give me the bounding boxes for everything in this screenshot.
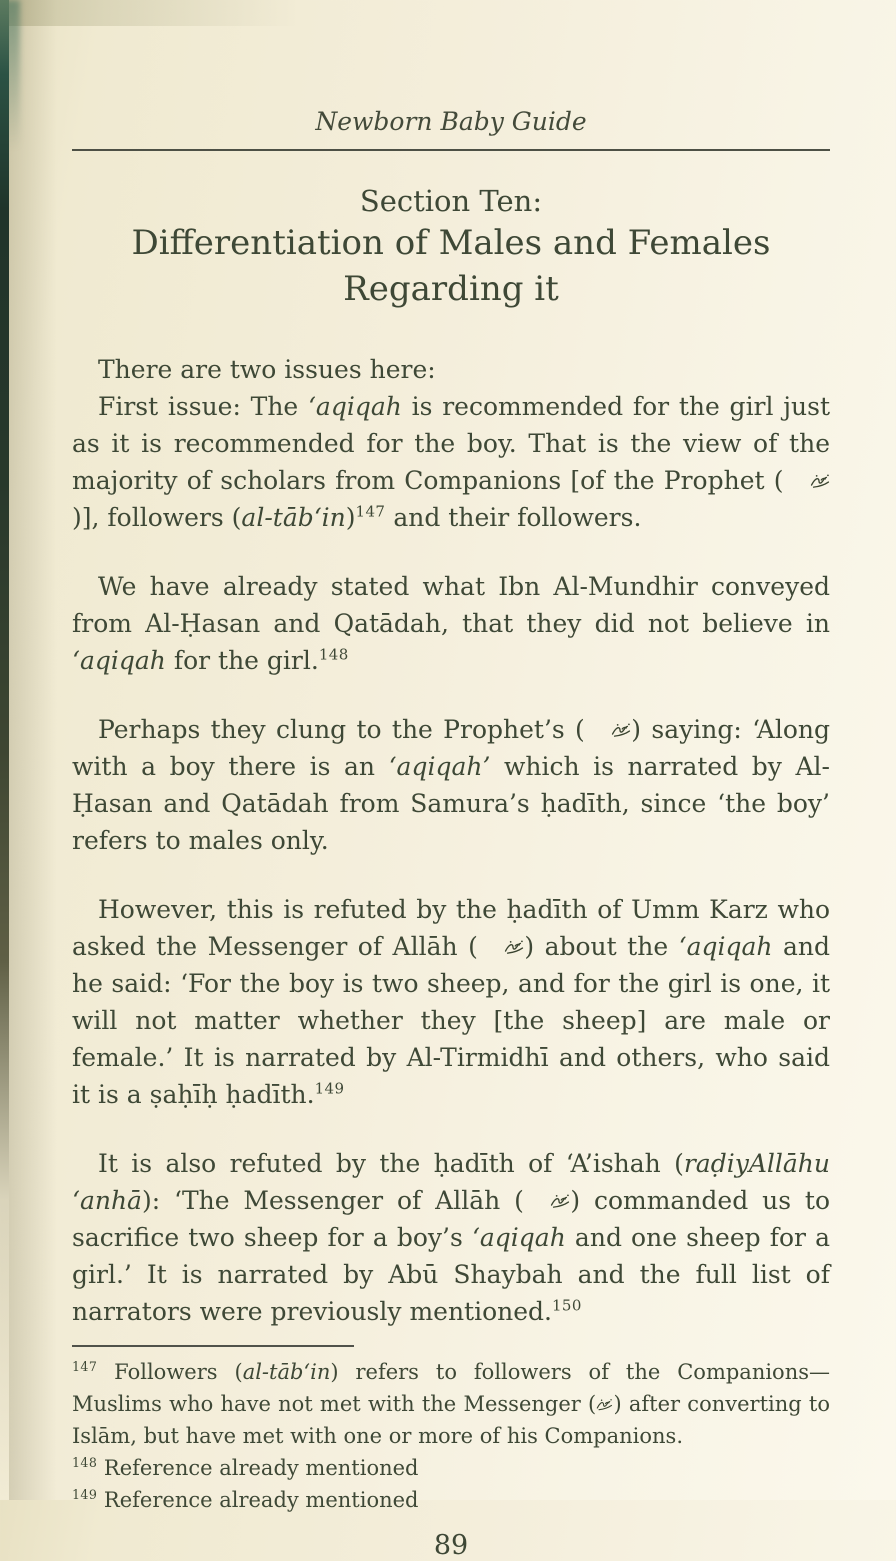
text-segment: First issue: The bbox=[98, 392, 308, 421]
pbuh-calligraphy-icon bbox=[478, 928, 525, 965]
pbuh-calligraphy-icon bbox=[596, 1388, 613, 1420]
text-segment: ) about the bbox=[524, 932, 679, 961]
text-segment: Perhaps they clung to the Prophet’s ( bbox=[98, 715, 585, 744]
paragraph bbox=[72, 891, 830, 1113]
footnote-reference-marker: 149 bbox=[314, 1079, 345, 1098]
text-segment: and one sheep for a girl.’ It is narrated by Abū Shaybah and the full list of narrators were previously mentioned. bbox=[72, 1223, 831, 1326]
text-segment: ) commanded us to sacrifice two sheep for a boy’s bbox=[72, 1186, 830, 1252]
paragraph bbox=[72, 568, 830, 679]
footnote bbox=[72, 1356, 830, 1452]
text-segment: However, this is refuted by the ḥadīth of Umm Karz who asked the Messenger of Allāh ( bbox=[72, 895, 830, 961]
text-segment: ‘aqiqah bbox=[72, 646, 166, 675]
text-segment: There are two issues here: bbox=[98, 355, 436, 384]
text-segment: raḍiyAllāhu ‘anhā bbox=[72, 1149, 830, 1215]
pbuh-calligraphy-icon bbox=[524, 1182, 571, 1219]
section-kicker: Section Ten: bbox=[359, 184, 543, 218]
pbuh-calligraphy-icon bbox=[784, 462, 831, 499]
book-gutter-edge bbox=[0, 0, 9, 1500]
footnotes bbox=[72, 1356, 830, 1516]
text-segment: is recommended for the girl just as it is recommended for the boy. That is the view of the majority of scholars from Companions [of the Prophet ( bbox=[72, 392, 830, 495]
text-segment: Reference already mentioned bbox=[97, 1456, 419, 1480]
paragraph bbox=[72, 351, 830, 388]
footnote-reference-marker: 150 bbox=[551, 1296, 582, 1315]
text-segment: ) bbox=[345, 503, 356, 532]
text-segment: )], followers ( bbox=[72, 503, 242, 532]
text-segment: Followers ( bbox=[97, 1360, 243, 1384]
text-segment: al-tāb‘in bbox=[242, 1360, 331, 1384]
pbuh-calligraphy-icon bbox=[585, 711, 632, 748]
book-gutter-shadow bbox=[9, 0, 57, 1500]
section-title-line1: Differentiation of Males and Females bbox=[131, 223, 771, 263]
footnote-marker: 149 bbox=[72, 1487, 98, 1502]
text-segment: We have already stated what Ibn Al-Mundhir conveyed from Al-Ḥasan and Qatādah, that they did not believe in bbox=[72, 572, 830, 638]
text-segment: ‘aqiqah bbox=[678, 932, 773, 961]
footnote-divider bbox=[72, 1345, 354, 1347]
page-number: 89 bbox=[433, 1530, 469, 1561]
paragraph bbox=[72, 388, 830, 536]
text-segment: It is also refuted by the ḥadīth of ‘A’ishah ( bbox=[98, 1149, 684, 1178]
paragraph bbox=[72, 711, 830, 859]
text-segment: ‘aqiqah bbox=[307, 392, 402, 421]
text-segment: for the girl. bbox=[165, 646, 319, 675]
footnote-reference-marker: 147 bbox=[355, 502, 386, 521]
section-title-line2: Regarding it bbox=[343, 269, 559, 309]
footnote bbox=[72, 1484, 830, 1516]
footnote-marker: 147 bbox=[72, 1359, 98, 1374]
text-segment: ) refers to followers of the Companions—Muslims who have not met with the Messenger ( bbox=[72, 1360, 831, 1416]
book-page bbox=[72, 0, 830, 1561]
text-segment: al-tāb‘in bbox=[241, 503, 346, 532]
footnote bbox=[72, 1452, 830, 1484]
text-segment: which is narrated by Al-Ḥasan and Qatādah from Samura’s ḥadīth, since ‘the boy’ refers to males only. bbox=[72, 752, 830, 855]
text-segment: ‘aqiqah bbox=[471, 1223, 566, 1252]
section-heading bbox=[72, 183, 830, 311]
text-segment: ): ‘The Messenger of Allāh ( bbox=[141, 1186, 524, 1215]
footnote-marker: 148 bbox=[72, 1455, 98, 1470]
running-header-title: Newborn Baby Guide bbox=[315, 107, 587, 136]
header-rule bbox=[72, 149, 830, 151]
paragraph bbox=[72, 1145, 830, 1330]
text-segment: ‘aqiqah’ bbox=[388, 752, 491, 781]
text-segment: ) after converting to Islām, but have met with one or more of his Companions. bbox=[72, 1392, 831, 1448]
body-paragraphs bbox=[72, 351, 830, 1330]
text-segment: and their followers. bbox=[385, 503, 642, 532]
text-segment: and he said: ‘For the boy is two sheep, and for the girl is one, it will not matter whether they [the sheep] are male or female.’ It is narrated by Al-Tirmidhī and others, who said it is a ṣaḥīḥ ḥadīth. bbox=[72, 932, 830, 1109]
text-segment: Reference already mentioned bbox=[97, 1488, 419, 1512]
text-segment: ) saying: ‘Along with a boy there is an bbox=[72, 715, 830, 781]
footnote-reference-marker: 148 bbox=[318, 645, 349, 664]
